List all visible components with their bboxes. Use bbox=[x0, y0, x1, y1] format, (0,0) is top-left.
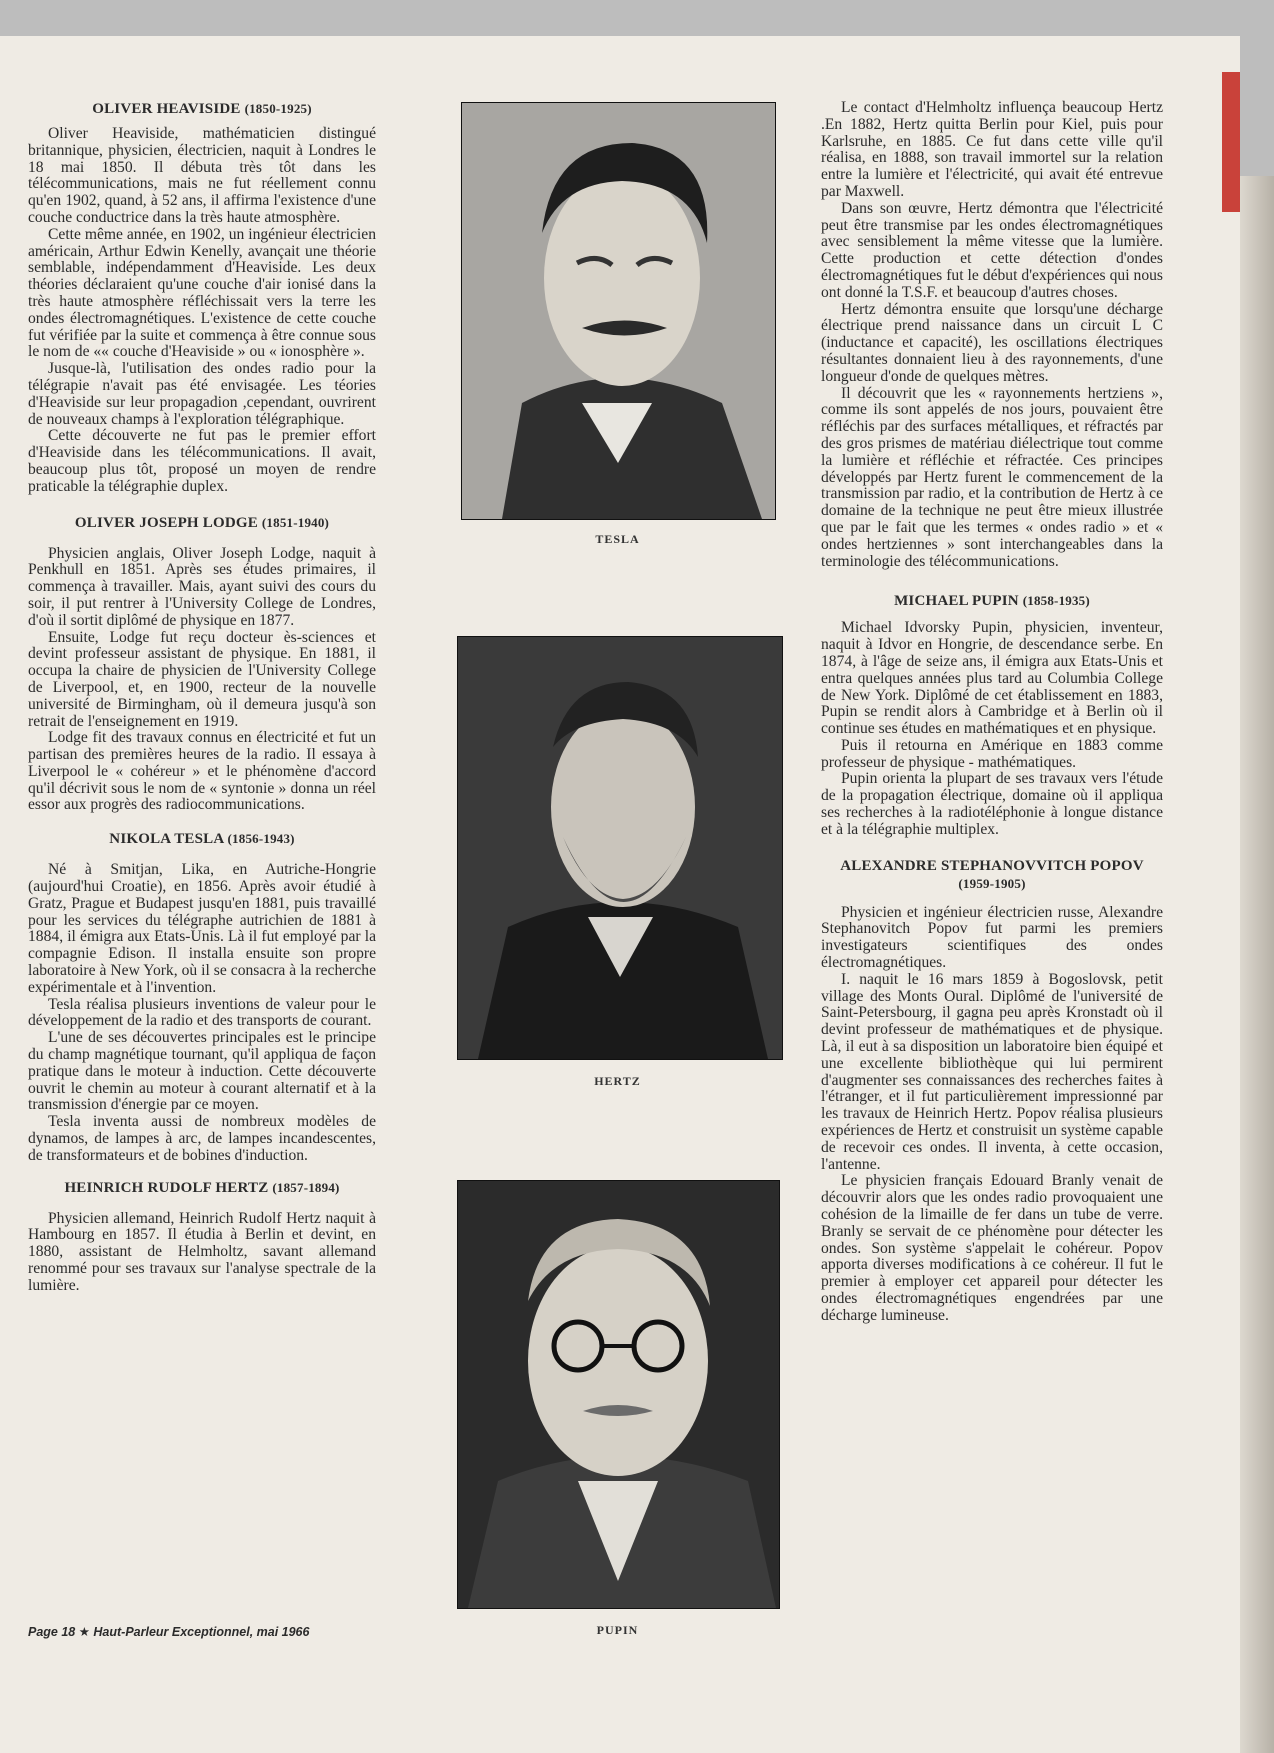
paragraph: Physicien allemand, Heinrich Rudolf Hertz naquit à Hambourg en 1857. Il étudia à Berlin et devint, en 1880, assistant de Helmholtz, savant allemand renommé pour ses travaux sur l'analyse spectrale de la lumière. bbox=[28, 1209, 376, 1294]
paragraph: Il découvrit que les « rayonnements hertziens », comme ils sont appelés de nos jours, pouvaient être réfléchis par des surfaces métalliques, et réfractés par des gros prismes de matériau diélectrique tout comme la lumière et réfléchie et réfractée. Ces principes développés par Hertz furent le commencement de la transmission par radio, et la contribution de Hertz à ce domaine de la technique ne peut être mieux illustrée que par le fait que les termes « ondes radio » et « ondes hertziennes » sont interchangeables dans la terminologie des télécommunications. bbox=[821, 384, 1163, 570]
portrait-hertz bbox=[457, 636, 783, 1060]
page-edge-shadow bbox=[1240, 176, 1274, 1753]
paragraph: Puis il retourna en Amérique en 1883 comme professeur de physique - mathématiques. bbox=[821, 736, 1163, 771]
left-column bbox=[28, 100, 376, 1295]
heading-pupin: MICHAEL PUPIN (1858-1935) bbox=[894, 593, 1090, 610]
paragraph: Michael Idvorsky Pupin, physicien, inventeur, naquit à Idvor en Hongrie, de descendance serbe. En 1874, à l'âge de seize ans, il émigra aux Etats-Unis et entra quelques années plus tard au Columbia College de New York. Diplômé de cet établissement en 1883, Pupin se rendit alors à Cambridge et à Berlin où il continue ses études en mathématiques et en physique. bbox=[821, 619, 1163, 738]
page-edge-red bbox=[1222, 72, 1240, 212]
paragraph: Le physicien français Edouard Branly venait de découvrir alors que les ondes radio provoquaient une cohésion de la limaille de fer dans un tube de verre. Branly se servait de ce phénomène pour détecter les ondes. Son système s'appelait le cohéreur. Popov apporta diverses modifications à ce cohéreur. Il fut le premier à employer cet appareil pour détecter les ondes électromagnétiques engendrées par une décharge lumineuse. bbox=[821, 1172, 1163, 1324]
paragraph: L'une de ses découvertes principales est le principe du champ magnétique tournant, qu'il appliqua de façon pratique dans le moteur à induction. Cette découverte ouvrit le chemin au moteur à courant alternatif et à la transmission d'énergie par ce moyen. bbox=[28, 1029, 376, 1114]
paragraph: Né à Smitjan, Lika, en Autriche-Hongrie (aujourd'hui Croatie), en 1856. Après avoir étudié à Gratz, Prague et Budapest jusqu'en 1881, puis travaillé pour les services du télégraphe autrichien de 1881 à 1884, il émigra aux Etats-Unis. Là il fut employé par la compagnie Edison. Il installa ensuite son propre laboratoire à New York, où il se consacra à la recherche expérimentale et à l'invention. bbox=[28, 861, 376, 996]
paragraph: Tesla réalisa plusieurs inventions de valeur pour le développement de la radio et des transports de courant. bbox=[28, 995, 376, 1030]
heading-tesla: NIKOLA TESLA (1856-1943) bbox=[109, 831, 295, 848]
paragraph: I. naquit le 16 mars 1859 à Bogoslovsk, petit village des Monts Oural. Diplômé de l'université de Saint-Petersbourg, il gagna peu après Kronstadt où il devint professeur de mathématiques et de physique. Là, il eut à sa disposition un laboratoire bien équipé et une excellente bibliothèque qui lui permirent d'augmenter ses connaissances des recherches faites à l'étranger, et il fut particulièrement impressionné par les travaux de Heinrich Hertz. Popov réalisa plusieurs expériences de Hertz et construisit un système capable de recevoir ces ondes. Il inventa, à cette occasion, l'antenne. bbox=[821, 970, 1163, 1173]
portrait-tesla bbox=[461, 102, 776, 520]
portrait-tesla-image bbox=[462, 103, 775, 519]
paragraph: Cette même année, en 1902, un ingénieur électricien américain, Arthur Edwin Kenelly, avançait une théorie semblable, indépendamment d'Heaviside. Les deux théories déclaraient qu'une couche d'air ionisé dans la très haute atmosphère réfléchissait vers la terre les ondes électromagnétiques. L'existence de cette couche fut vérifiée par la suite et commença à être connue sous le nom de «« couche d'Heaviside » ou « ionosphère ». bbox=[28, 225, 376, 361]
caption-pupin: PUPIN bbox=[596, 1623, 639, 1637]
portrait-pupin-image bbox=[458, 1181, 779, 1608]
portrait-hertz-image bbox=[458, 637, 782, 1059]
heading-popov-dates: (1959-1905) bbox=[958, 875, 1026, 891]
heading-lodge: OLIVER JOSEPH LODGE (1851-1940) bbox=[74, 514, 330, 531]
heading-heaviside: OLIVER HEAVISIDE (1850-1925) bbox=[92, 101, 312, 117]
heading-popov: ALEXANDRE STEPHANOVVITCH POPOV bbox=[840, 857, 1144, 874]
caption-hertz: HERTZ bbox=[594, 1074, 641, 1088]
paragraph: Lodge fit des travaux connus en électricité et fut un partisan des premières heures de la radio. Il essaya à Liverpool le « cohéreur » et le phénomène d'accord qu'il décrivit sous le nom de « syntonie » donna un réel essor aux progrès des radiocommunications. bbox=[28, 729, 376, 814]
paragraph: Physicien anglais, Oliver Joseph Lodge, naquit à Penkhull en 1851. Après ses études primaires, il commença à travailler. Mais, ayant suivi des cours du soir, il put rentrer à l'University College de Londres, d'où il sortit diplômé de physique en 1877. bbox=[28, 544, 376, 629]
paragraph: Dans son œuvre, Hertz démontra que l'électricité peut être transmise par les ondes électromagnétiques avec sensiblement la même vitesse que la lumière. Cette production et cette détection d'ondes électromagnétiques fut le début d'expériences qui nous ont donné la T.S.F. et beaucoup d'autres choses. bbox=[821, 199, 1163, 301]
right-column bbox=[821, 100, 1163, 1325]
paragraph: Oliver Heaviside, mathématicien distingué britannique, physicien, électricien, naquit à Londres le 18 mai 1850. Il débuta très tôt dans les télécommunications, mais ne fut réellement connu qu'en 1902, quand, à 52 ans, il affirma l'existence d'une couche conductrice dans la très haute atmosphère. bbox=[28, 125, 376, 226]
page-footer: Page 18 ★ Haut-Parleur Exceptionnel, mai 1966 bbox=[28, 1625, 310, 1639]
paragraph: Pupin orienta la plupart de ses travaux vers l'étude de la propagation électrique, domaine où il appliqua ses recherches à la radiotéléphonie à longue distance et à la télégraphie multiplex. bbox=[821, 770, 1163, 838]
paragraph: Hertz démontra ensuite que lorsqu'une décharge électrique prend naissance dans un circuit L C (inductance et capacité), les oscillations électriques résultantes donnaient lieu à des rayonnements, d'une longueur d'onde de quelques mètres. bbox=[821, 300, 1163, 385]
portrait-pupin bbox=[457, 1180, 780, 1609]
paragraph: Cette découverte ne fut pas le premier effort d'Heaviside dans les télécommunications. Il avait, beaucoup plus tôt, proposé un moyen de rendre praticable la télégraphie duplex. bbox=[28, 427, 376, 495]
paragraph: Ensuite, Lodge fut reçu docteur ès-sciences et devint professeur assistant de physique. En 1881, il occupa la chaire de physicien de l'University College de Liverpool, et, en 1900, recteur de la nouvelle université de Birmingham, où il demeura jusqu'à son retrait de l'enseignement en 1919. bbox=[28, 628, 376, 730]
paragraph: Jusque-là, l'utilisation des ondes radio pour la télégrapie n'avait pas été envisagée. Les téories d'Heaviside sur leur propagadion ,cependant, ouvrirent de nouveaux champs à l'exploration télégraphique. bbox=[28, 360, 376, 428]
paragraph: Le contact d'Helmholtz influença beaucoup Hertz .En 1882, Hertz quitta Berlin pour Kiel, puis pour Karlsruhe, en 1885. Ce fut dans cette ville qu'il réalisa, en 1888, son travail immortel sur la relation entre la lumière et l'électricité, qui avait été entrevue par Maxwell. bbox=[821, 99, 1163, 200]
caption-tesla: TESLA bbox=[595, 532, 640, 546]
heading-hertz: HEINRICH RUDOLF HERTZ (1857-1894) bbox=[64, 1179, 340, 1196]
paragraph: Tesla inventa aussi de nombreux modèles de dynamos, de lampes à arc, de lampes incandescentes, de transformateurs et de bobines d'induction. bbox=[28, 1113, 376, 1164]
paragraph: Physicien et ingénieur électricien russe, Alexandre Stephanovitch Popov fut parmi les premiers investigateurs scientifiques des ondes électromagnétiques. bbox=[821, 903, 1163, 972]
